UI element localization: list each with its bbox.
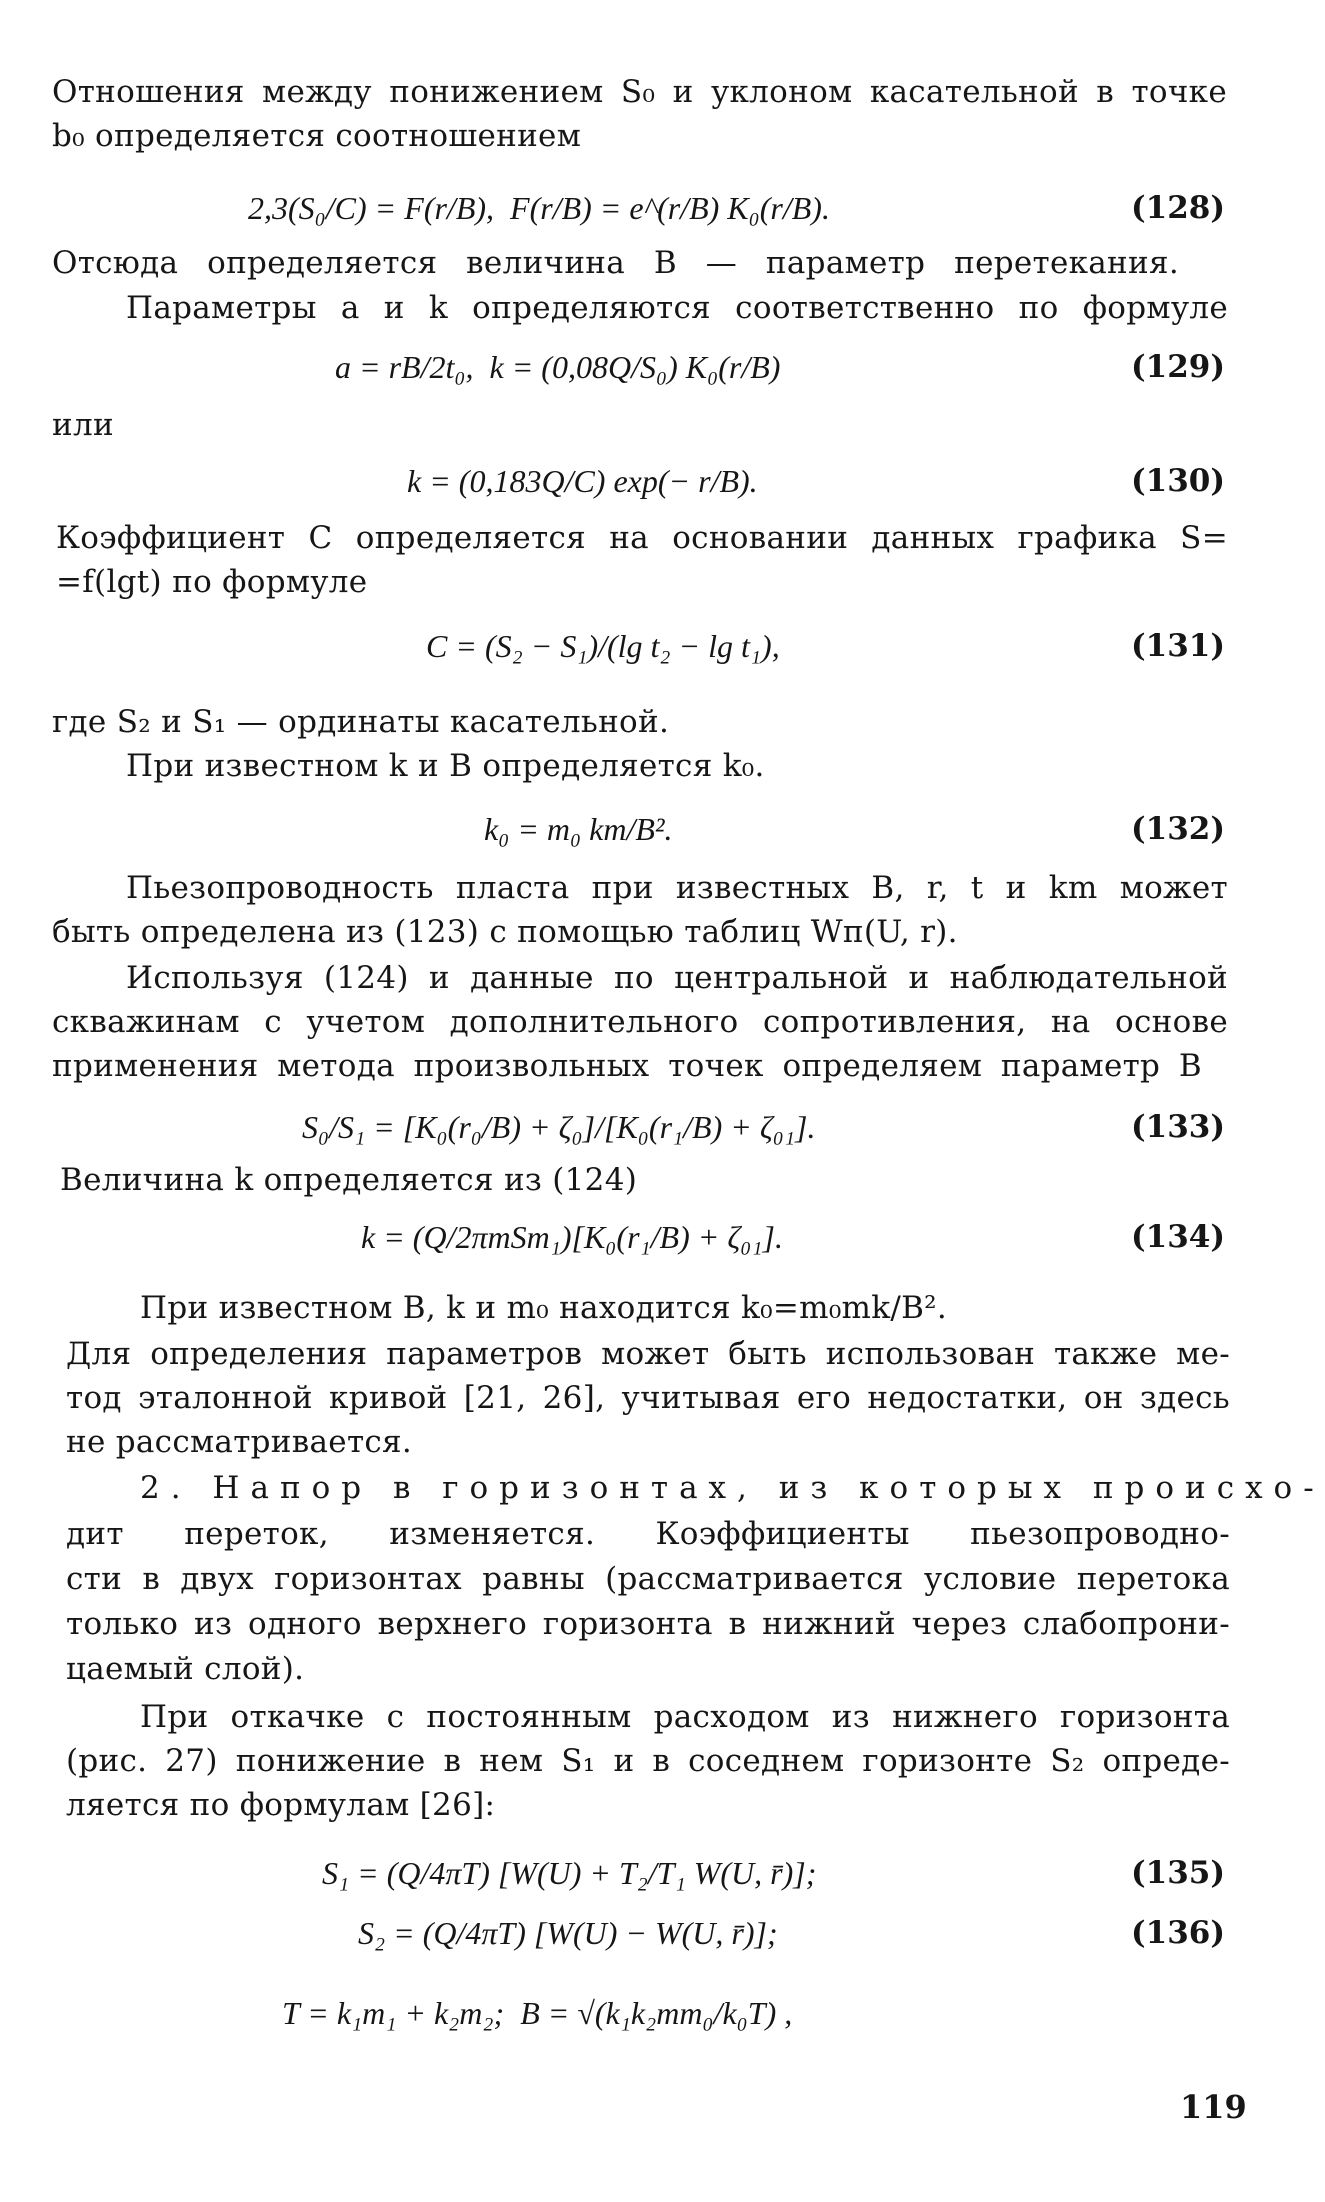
- text-line: скважинам с учетом дополнительного сопротивления, на основе: [52, 1004, 1228, 1040]
- text-line: Используя (124) и данные по центральной и наблюдательной: [126, 960, 1228, 996]
- equation-number: (128): [1131, 190, 1226, 226]
- equation-128: 2,3(S₀/C) = F(r/B), F(r/B) = e^(r/B) K₀(r/B).: [248, 190, 830, 226]
- equation-129: a = rB/2t₀, k = (0,08Q/S₀) K₀(r/B): [335, 349, 781, 385]
- text-line: Величина k определяется из (124): [60, 1162, 638, 1198]
- text-line: Коэффициент C определяется на основании данных графика S=: [56, 520, 1228, 556]
- page-number: 119: [1180, 2088, 1247, 2126]
- equation-132: k₀ = m₀ km/B².: [484, 811, 673, 847]
- text-line: Отсюда определяется величина B — параметр перетекания.: [52, 245, 1179, 281]
- equation-t-b: T = k₁m₁ + k₂m₂; B = √(k₁k₂mm₀/k₀T) ,: [282, 1995, 793, 2031]
- text-line: быть определена из (123) с помощью таблиц Wп(U, r).: [52, 914, 958, 950]
- text-line: где S₂ и S₁ — ординаты касательной.: [52, 704, 670, 740]
- equation-number: (134): [1131, 1219, 1226, 1255]
- equation-number: (136): [1131, 1915, 1226, 1951]
- text-line: (рис. 27) понижение в нем S₁ и в соседнем горизонте S₂ опреде-: [66, 1743, 1230, 1779]
- equation-number: (133): [1131, 1109, 1226, 1145]
- text-line: =f(lgt) по формуле: [56, 564, 368, 600]
- text-line: ляется по формулам [26]:: [66, 1787, 496, 1823]
- text-line: b₀ определяется соотношением: [52, 118, 582, 154]
- text-line: Параметры a и k определяются соответственно по формуле: [126, 290, 1228, 326]
- equation-number: (135): [1131, 1855, 1226, 1891]
- text-line: цаемый слой).: [66, 1651, 305, 1687]
- equation-133: S₀/S₁ = [K₀(r₀/B) + ζ₀]/[K₀(r₁/B) + ζ₀₁].: [302, 1109, 816, 1145]
- text-line: Пьезопроводность пласта при известных B, r, t и km может: [126, 870, 1228, 906]
- text-line: дит переток, изменяется. Коэффициенты пьезопроводно-: [66, 1516, 1230, 1552]
- text-line: Отношения между понижением S₀ и уклоном касательной в точке: [52, 74, 1227, 110]
- text-line: только из одного верхнего горизонта в нижний через слабопрони-: [66, 1606, 1230, 1642]
- equation-131: C = (S₂ − S₁)/(lg t₂ − lg t₁),: [426, 628, 780, 664]
- text-line: При известном k и B определяется k₀.: [126, 748, 765, 784]
- text-line: или: [52, 407, 114, 443]
- equation-130: k = (0,183Q/C) exp(− r/B).: [407, 463, 758, 499]
- equation-number: (130): [1131, 463, 1226, 499]
- equation-134: k = (Q/2πmSm₁)[K₀(r₁/B) + ζ₀₁].: [361, 1219, 783, 1255]
- equation-number: (131): [1131, 628, 1226, 664]
- equation-135: S₁ = (Q/4πT) [W(U) + T₂/T₁ W(U, r̄)];: [322, 1855, 817, 1891]
- text-line: не рассматривается.: [66, 1424, 413, 1460]
- section-heading-line: 2. Напор в горизонтах, из которых происхо-: [140, 1470, 1325, 1506]
- text-line: тод эталонной кривой [21, 26], учитывая его недостатки, он здесь: [66, 1380, 1230, 1416]
- equation-number: (129): [1131, 349, 1226, 385]
- text-line: При известном B, k и m₀ находится k₀=m₀mk/B².: [140, 1290, 948, 1326]
- equation-136: S₂ = (Q/4πT) [W(U) − W(U, r̄)];: [358, 1915, 778, 1951]
- text-line: При откачке с постоянным расходом из нижнего горизонта: [140, 1699, 1230, 1735]
- text-line: сти в двух горизонтах равны (рассматривается условие перетока: [66, 1561, 1230, 1597]
- text-line: применения метода произвольных точек определяем параметр B: [52, 1048, 1202, 1084]
- text-line: Для определения параметров может быть использован также ме-: [66, 1336, 1230, 1372]
- equation-number: (132): [1131, 811, 1226, 847]
